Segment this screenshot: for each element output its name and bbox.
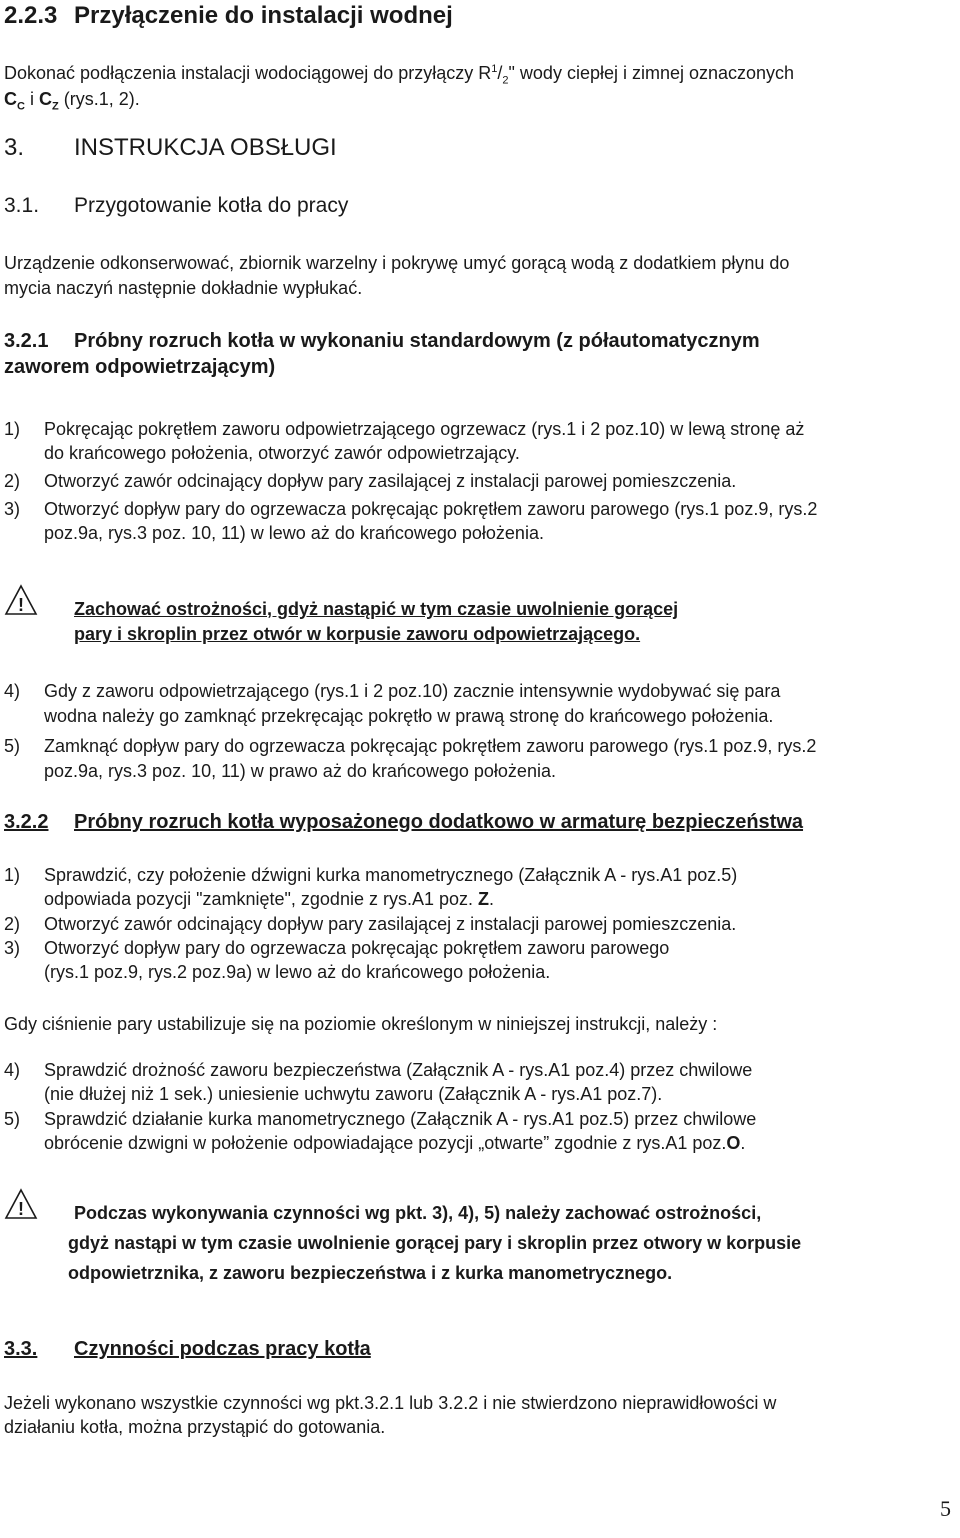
section-2-2-3-number: 2.2.3 xyxy=(4,2,58,29)
chapter-3-title: INSTRUKCJA OBSŁUGI xyxy=(74,134,337,161)
section-3-2-1-number: 3.2.1 xyxy=(4,330,49,352)
section-3-2-1-title-line1: Próbny rozruch kotła w wykonaniu standardowym (z półautomatycznym xyxy=(74,330,760,352)
list-item-line1: Otworzyć zawór odcinający dopływ pary zasilającej z instalacji parowej pomieszczenia. xyxy=(44,914,737,934)
list-item-line1: Sprawdzić działanie kurka manometrycznego (Załącznik A - rys.A1 poz.5) przez chwilowe xyxy=(44,1109,757,1129)
warning-text-line1: Podczas wykonywania czynności wg pkt. 3), 4), 5) należy zachować ostrożności, xyxy=(74,1203,762,1223)
svg-text:!: ! xyxy=(18,1199,24,1219)
warning-triangle-icon xyxy=(4,1188,38,1220)
list-item-line2: (nie dłużej niż 1 sek.) uniesienie uchwytu zaworu (Załącznik A - rys.A1 poz.7). xyxy=(44,1084,663,1104)
page-number: 5 xyxy=(940,1496,951,1521)
section-3-3-number: 3.3. xyxy=(4,1338,38,1360)
list-item-number: 1) xyxy=(4,865,21,885)
list-item-line2: (rys.1 poz.9, rys.2 poz.9a) w lewo aż do krańcowego położenia. xyxy=(44,962,551,982)
section-3-1-title: Przygotowanie kotła do pracy xyxy=(74,194,349,217)
section-2-2-3-paragraph-line2: $C_C$ i $C_Z$ (rys.1, 2). xyxy=(4,89,140,113)
section-3-1-text-line1: Urządzenie odkonserwować, zbiornik warzelny i pokrywę umyć gorącą wodą z dodatkiem płynu do xyxy=(4,253,790,273)
list-item-number: 5) xyxy=(4,736,21,756)
section-2-2-3-title: Przyłączenie do instalacji wodnej xyxy=(74,2,453,29)
list-item-line1: Sprawdzić, czy położenie dźwigni kurka manometrycznego (Załącznik A - rys.A1 poz.5) xyxy=(44,865,738,885)
list-item-line2: wodna należy go zamknąć przekręcając pokrętło w prawą stronę do krańcowego położenia. xyxy=(44,706,774,726)
list-item-line1: Zamknąć dopływ pary do ogrzewacza pokręcając pokrętłem zaworu parowego (rys.1 poz.9, rys.2 xyxy=(44,736,817,756)
warning-triangle-icon xyxy=(4,584,38,616)
warning-text-line3: odpowietrznika, z zaworu bezpieczeństwa i z kurka manometrycznego. xyxy=(68,1263,673,1283)
list-item-line2: odpowiada pozycji "zamknięte", zgodnie z rys.A1 poz. Z. xyxy=(44,889,495,909)
list-item-line2: poz.9a, rys.3 poz. 10, 11) w prawo aż do krańcowego położenia. xyxy=(44,761,556,781)
list-item-line1: Otworzyć dopływ pary do ogrzewacza pokręcając pokrętłem zaworu parowego xyxy=(44,938,670,958)
list-item-line1: Pokręcając pokrętłem zaworu odpowietrzającego ogrzewacz (rys.1 i 2 poz.10) w lewą stronę aż xyxy=(44,419,805,439)
list-item-line2: obrócenie dzwigni w położenie odpowiadające pozycji „otwarte” zgodnie z rys.A1 poz.O. xyxy=(44,1133,746,1153)
section-3-2-1-title-line2: zaworem odpowietrzającym) xyxy=(4,356,276,378)
list-item-number: 3) xyxy=(4,499,21,519)
section-3-2-2-title: Próbny rozruch kotła wyposażonego dodatkowo w armaturę bezpieczeństwa xyxy=(74,811,804,833)
list-item-number: 4) xyxy=(4,681,21,701)
section-3-1-text-line2: mycia naczyń następnie dokładnie wypłukać. xyxy=(4,278,363,298)
warning-text-line2: pary i skroplin przez otwór w korpusie zaworu odpowietrzającego. xyxy=(74,624,641,644)
list-item-line1: Otworzyć dopływ pary do ogrzewacza pokręcając pokrętłem zaworu parowego (rys.1 poz.9, rys.2 xyxy=(44,499,818,519)
warning-text-line2: gdyż nastąpi w tym czasie uwolnienie gorącej pary i skroplin przez otwory w korpusie xyxy=(68,1233,802,1253)
section-2-2-3-paragraph-line1: Dokonać podłączenia instalacji wodociągowej do przyłączy $R^1/_2$" wody ciepłej i zimnej oznaczonych xyxy=(4,63,795,87)
section-3-3-text-line2: działaniu kotła, można przystąpić do gotowania. xyxy=(4,1417,386,1437)
section-3-2-2-number: 3.2.2 xyxy=(4,811,49,833)
section-3-1-number: 3.1. xyxy=(4,194,40,217)
list-item-number: 2) xyxy=(4,471,21,491)
list-item-line1: Sprawdzić drożność zaworu bezpieczeństwa (Załącznik A - rys.A1 poz.4) przez chwilowe xyxy=(44,1060,753,1080)
list-item-line1: Otworzyć zawór odcinający dopływ pary zasilającej z instalacji parowej pomieszczenia. xyxy=(44,471,737,491)
section-3-2-2-paragraph: Gdy ciśnienie pary ustabilizuje się na poziomie określonym w niniejszej instrukcji, należy : xyxy=(4,1014,718,1034)
svg-text:!: ! xyxy=(18,595,24,615)
list-item-line1: Gdy z zaworu odpowietrzającego (rys.1 i 2 poz.10) zacznie intensywnie wydobywać się para xyxy=(44,681,781,701)
section-3-3-text-line1: Jeżeli wykonano wszystkie czynności wg pkt.3.2.1 lub 3.2.2 i nie stwierdzono nieprawidłowości w xyxy=(4,1393,777,1413)
list-item-line2: do krańcowego położenia, otworzyć zawór odpowietrzający. xyxy=(44,443,520,463)
chapter-3-number: 3. xyxy=(4,134,25,161)
section-3-3-title: Czynności podczas pracy kotła xyxy=(74,1338,371,1360)
list-item-number: 3) xyxy=(4,938,21,958)
warning-text-line1: Zachować ostrożności, gdyż nastąpić w tym czasie uwolnienie gorącej xyxy=(74,599,679,619)
list-item-number: 2) xyxy=(4,914,21,934)
list-item-number: 1) xyxy=(4,419,21,439)
list-item-number: 5) xyxy=(4,1109,21,1129)
list-item-line2: poz.9a, rys.3 poz. 10, 11) w lewo aż do krańcowego położenia. xyxy=(44,523,544,543)
list-item-number: 4) xyxy=(4,1060,21,1080)
